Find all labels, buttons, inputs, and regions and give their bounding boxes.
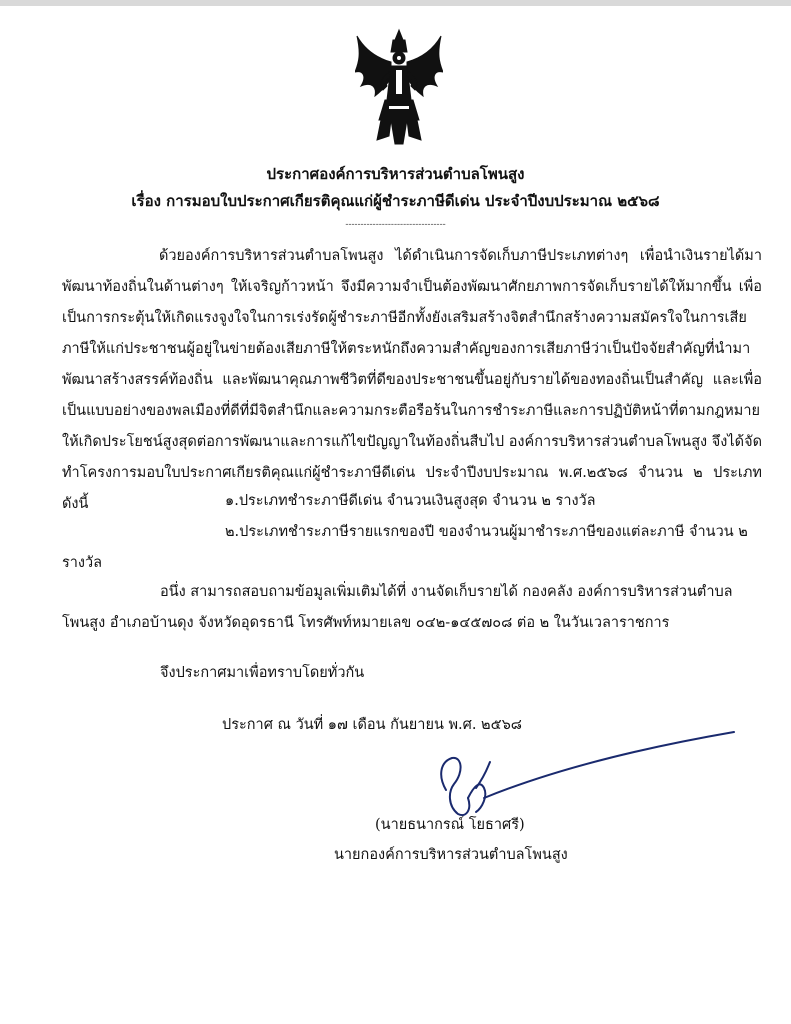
scan-edge [0, 0, 791, 6]
separator-line: --------------------------------- [345, 220, 446, 230]
signer-title: นายกองค์การบริหารส่วนตำบลโพนสูง [334, 847, 568, 863]
award-item-2-continuation: รางวัล [62, 555, 103, 571]
closing-statement: จึงประกาศมาเพื่อทราบโดยทั่วกัน [160, 665, 365, 681]
award-item-2: ๒.ประเภทชำระภาษีรายแรกของปี ของจำนวนผู้มาชำระภาษีของแต่ละภาษี จำนวน ๒ [225, 524, 748, 540]
contact-paragraph-continuation: โพนสูง อำเภอบ้านดุง จังหวัดอุดรธานี โทรศัพท์หมายเลข ๐๔๒-๑๔๕๗๐๘ ต่อ ๒ ในวันเวลาราชการ [62, 615, 670, 631]
signer-name: (นายธนากรณ์ โยธาศรี) [375, 817, 525, 833]
main-paragraph: ด้วยองค์การบริหารส่วนตำบลโพนสูง ได้ดำเนินการจัดเก็บภาษีประเภทต่างๆ เพื่อนำเงินรายได้มาพัฒนาท้องถิ่นในด้านต่างๆ ให้เจริญก้าวหน้า จึงมีความจำเป็นต้องพัฒนาศักยภาพการจัดเก็บรายได้ให้มากขึ้น เพื่อเป็นการกระตุ้นให้เกิดแรงจูงใจในการเร่งรัดผู้ชำระภาษีอีกทั้งยังเสริมสร้างจิตสำนึกสร้างความสมัครใจในการเสียภาษีให้แก่ประชาชนผู้อยู่ในข่ายต้องเสียภาษีให้ตระหนักถึงความสำคัญของการเสียภาษีว่าเป็นปัจจัยสำคัญที่นำมา พัฒนาสร้างสรรค์ท้องถิ่น และพัฒนาคุณภาพชีวิตที่ดีของประชาชนขึ้นอยู่กับรายได้ของทองถิ่นเป็นสำคัญ และเพื่อเป็นแบบอย่างของพลเมืองที่ดีที่มีจิตสำนึกและความกระตือรือร้นในการชำระภาษีและการปฏิบัติหน้าที่ตามกฎหมายให้เกิดประโยชน์สูงสุดต่อการพัฒนาและการแก้ไขปัญญาในท้องถิ่นสืบไป องค์การบริหารส่วนตำบลโพนสูง จึงได้จัดทำโครงการมอบใบประกาศเกียรติคุณแก่ผู้ชำระภาษีดีเด่น ประจำปีงบประมาณ พ.ศ.๒๕๖๘ จำนวน ๒ ประเภท ดังนี้ [62, 248, 762, 512]
announcement-title: ประกาศองค์การบริหารส่วนตำบลโพนสูง [266, 165, 525, 183]
award-item-1: ๑.ประเภทชำระภาษีดีเด่น จำนวนเงินสูงสุด จำนวน ๒ รางวัล [225, 493, 596, 509]
contact-paragraph: อนึ่ง สามารถสอบถามข้อมูลเพิ่มเติมได้ที่ งานจัดเก็บรายได้ กองคลัง องค์การบริหารส่วนตำบล [160, 584, 733, 600]
announcement-date: ประกาศ ณ วันที่ ๑๗ เดือน กันยายน พ.ศ. ๒๕๖๘ [222, 717, 522, 733]
announcement-subject: เรื่อง การมอบใบประกาศเกียรติคุณแก่ผู้ชำระภาษีดีเด่น ประจำปีงบประมาณ ๒๕๖๘ [131, 192, 660, 210]
garuda-emblem-icon [355, 28, 443, 146]
